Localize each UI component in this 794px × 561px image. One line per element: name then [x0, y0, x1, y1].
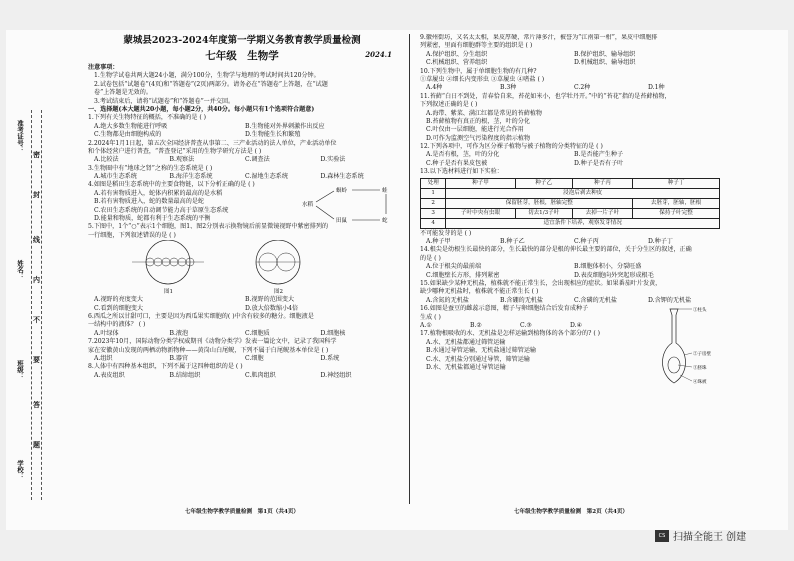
option: C.看到的细胞变大: [94, 304, 144, 312]
seal-char: 答: [33, 400, 40, 409]
q14-options: [420, 263, 722, 271]
table-row: [421, 218, 720, 228]
table-cell: 保持子叶完整: [633, 208, 720, 218]
section-heading: 一、选择题(本大题共20小题，每小题2分，共40分。每小题只有1个选项符合题意): [88, 105, 315, 113]
option: C.肌肉组织: [245, 371, 276, 379]
option: D.实验法: [320, 156, 346, 164]
option: D.表皮细胞向外突起形成根毛: [574, 271, 654, 279]
table-cell: 切去1/3子叶: [515, 208, 572, 218]
food-web-node: 水稻: [302, 201, 314, 208]
option: D.神经组织: [320, 371, 352, 379]
seal-char: 内: [33, 275, 40, 284]
option: D.放大倍数缩小4倍: [245, 304, 299, 312]
option: B.种子乙: [500, 238, 525, 246]
page-divider: [409, 34, 410, 504]
option: B.器官: [169, 354, 189, 362]
seal-char: 不: [33, 315, 40, 324]
table-cell: 保留胚芽，胚根，胚轴完整: [446, 198, 633, 208]
table-cell: 去掉一片子叶: [572, 208, 632, 218]
seal-line: [41, 110, 42, 500]
option: B.是否能产生种子: [574, 151, 624, 159]
q11-stem: 11.苔藓“白日不到处，青春恰自来，苔花如米小，也学牡丹开。”中的“苔花”指的是苔藓植物，: [420, 92, 671, 100]
q15-stem: 15.如果缺少某种无机盐，植株就不能正常生长，会出现相应的症状。如果番茄叶片发黄，: [420, 279, 662, 287]
option: C.机械组织、营养组织: [426, 59, 488, 67]
q14-stem: 14.根尖是幼根生长最快的部分，生长最快的部分是根的伸长最主要的部位，关于分生区的叙述，正确: [420, 246, 692, 254]
q3-stem: 3.生物圈中有“地球之肾”之称的生态系统是: [88, 164, 204, 172]
food-web-node: 田鼠: [336, 217, 348, 224]
q15-stem: 缺少哪种无机盐时，植株就不能正常生长: [420, 288, 530, 296]
table-cell: 子叶中央有虫眼: [446, 208, 515, 218]
option: A.种子甲: [426, 238, 451, 246]
table-row: [421, 188, 720, 198]
option: D.1种: [648, 84, 665, 92]
binding-margin: [14, 110, 44, 500]
experiment-table: [420, 178, 720, 229]
food-web-node: 蛇: [382, 217, 388, 224]
answer-paren[interactable]: ( ): [235, 363, 243, 371]
q13-stem: 13.以下选材料进行如下实验：: [420, 168, 503, 176]
answer-paren[interactable]: ( ): [525, 42, 533, 50]
option: C.含磷的无机盐: [574, 296, 617, 304]
option: A.表皮组织: [94, 371, 125, 379]
option: A.绝大多数生物能进行呼吸: [94, 122, 168, 130]
q1-options: [88, 131, 396, 139]
option: C.水、无机盐分别通过导管，筛管运输: [426, 355, 530, 363]
grade-row: [88, 48, 396, 64]
exam-number-field-label: 准考证号：: [16, 120, 24, 153]
figure-caption: 图1: [164, 289, 173, 296]
option: B.含硼的无机盐: [500, 296, 543, 304]
q5-figures: [88, 240, 396, 296]
option: C.细胞: [245, 354, 264, 362]
subject: 生物学: [247, 50, 279, 62]
option: D.能量和物质，蛇都有利于生态系统的平衡: [94, 215, 211, 223]
table-cell: 1: [421, 188, 446, 198]
food-web-diagram: [302, 184, 394, 226]
class-field-label: 班级：: [16, 360, 24, 380]
option: B.苔藓植物有真正的根，茎，叶的分化: [426, 117, 530, 125]
seal-char: 密: [33, 150, 40, 159]
watermark-text: 扫描全能王 创建: [673, 532, 747, 543]
option: C.生物都是由细胞构成的: [94, 131, 162, 139]
option: D.可作为监测空气污染程度的指示植物: [426, 134, 531, 142]
page-1: [88, 34, 396, 516]
option: D.系统: [320, 354, 340, 362]
answer-paren[interactable]: ( ): [531, 288, 539, 296]
microscope-fields: [128, 240, 358, 288]
answer-paren[interactable]: ( ): [205, 164, 213, 172]
notice-item: 1.生物学试卷共两大题24小题，满分100分，生物学与地理的考试时间共120分钟。: [94, 72, 320, 80]
exam-date: 2024.1: [365, 50, 392, 59]
table-cell: 适宜条件下培养，观察发芽情况: [446, 218, 720, 228]
diagram-label: ②子房壁: [693, 352, 711, 358]
q11-stem: 下列叙述正确的是: [420, 101, 469, 109]
option: C.2种: [574, 84, 591, 92]
grade: 七年级: [205, 50, 237, 62]
q16-stem: 生成: [420, 313, 433, 321]
q14-stem: 的是: [420, 254, 433, 262]
option: C.叶仅由一层细胞，能进行光合作用: [426, 126, 524, 134]
answer-paren[interactable]: ( ): [169, 231, 176, 239]
table-cell: 4: [421, 218, 446, 228]
option: B.结缔组织: [169, 371, 201, 379]
q2-stem: 2.2024年1月1日起，第五次全国经济普查从事第二、三产业活动的法人单位，产业活动单位: [88, 139, 337, 147]
option: A.比较法: [94, 156, 119, 164]
option: A.保护组织、分生组织: [426, 50, 488, 58]
answer-paren[interactable]: ( ): [199, 114, 207, 122]
q7-stem: 家在安徽黄山发现的两栖动物新物种——黄岗山白尾鲵，下列不属于白尾鲵基本单位是: [88, 346, 320, 354]
table-row: [421, 198, 720, 208]
q12-options: [420, 151, 722, 159]
option: C.调查法: [245, 156, 270, 164]
option: D.森林生态系统: [320, 173, 364, 181]
option: A.4种: [426, 84, 443, 92]
option: B.若有害物质进入，蛇的数量最高的是蛇: [94, 198, 205, 206]
answer-paren[interactable]: ( ): [248, 181, 255, 189]
table-cell: 去胚芽，胚轴，胚根: [633, 198, 720, 208]
option: C.③: [520, 321, 532, 329]
food-web-arrow: [316, 191, 334, 202]
q10-stem: 10.下列生物中，属于单细胞生物的有几种?: [420, 67, 537, 75]
option: D.④: [570, 321, 583, 329]
q12-stem: 12.下列各项中，可作为区分裸子植物与被子植物的分类特征的是: [420, 143, 595, 151]
figure-caption: 图2: [274, 289, 283, 296]
q6-stem: 6.西瓜之所以甘甜可口，主要是因为西瓜果实细胞的( )中含有较多的糖分。细胞液是: [88, 312, 314, 320]
option: D.水、无机盐都通过导管运输: [426, 363, 506, 371]
option: D.生物能生长和繁殖: [245, 131, 301, 139]
option: A.城市生态系统: [94, 173, 137, 181]
pistil-outline: [663, 309, 686, 383]
option: D.含钾的无机盐: [648, 296, 692, 304]
option: A.位于根尖的最前端: [426, 263, 482, 271]
table-header: 种子甲: [446, 178, 515, 188]
q5-options: [88, 305, 396, 313]
option: A.组织: [94, 354, 113, 362]
option: D.种子丁: [648, 238, 673, 246]
q8-stem: 8.人体中有四种基本组织，下列不属于这四种组织的是: [88, 363, 234, 371]
notice-item: 卷”上答题是无效的。: [94, 89, 152, 97]
option: A.①: [420, 321, 432, 329]
food-web-node: 螟蛉: [336, 187, 348, 194]
q2-options: [88, 156, 396, 164]
table-cell: 3: [421, 208, 446, 218]
name-field-label: 姓名：: [16, 260, 24, 280]
table-header: 种子丁: [633, 178, 720, 188]
option: D.机械组织、输导组织: [574, 59, 636, 67]
table-header: 种子丙: [572, 178, 632, 188]
page-2: [420, 34, 722, 516]
option: B.②: [470, 321, 482, 329]
answer-paren[interactable]: ( ): [254, 147, 262, 155]
option: A.含氮的无机盐: [426, 296, 469, 304]
diagram-label: ④珠被: [693, 380, 707, 386]
q6-options: [88, 330, 396, 338]
q2-stem: 和个体经营户进行普查，“普查登记”采用的生物学研究方法是: [88, 147, 253, 155]
q8-options: [88, 372, 396, 380]
seal-char: 封: [33, 190, 40, 199]
page-footer: 七年级生物学教学质量检测 第2页（共4页）: [513, 508, 629, 515]
q7-stem: 7.2023年10月，国际动物分类学权威期刊《动物分类学》发表一篇论文中，记录了我国科学: [88, 338, 337, 346]
scanner-watermark: [655, 528, 746, 543]
option: B.水通过导管运输，无机盐通过筛管运输: [426, 347, 537, 355]
q5-options: [88, 296, 396, 304]
option: A.视野的亮度变大: [94, 296, 143, 304]
exam-title: 蒙城县2023-2024年度第一学期义务教育教学质量检测: [123, 35, 361, 46]
answer-paren[interactable]: ( ): [434, 313, 441, 321]
q12-options: [420, 160, 722, 168]
q1-options: [88, 123, 396, 131]
seal-char: 线: [33, 235, 40, 244]
notice-item: 3.考试结束后，请将“试题卷”和“答题卷”一并交回。: [94, 97, 235, 105]
food-web-node: 蛙: [382, 187, 388, 194]
food-web-arrow: [316, 206, 334, 219]
q5-stem: 5.下图中，1个“○”表示1个细胞，图1、图2分别表示换物镜后前显微镜视野中紫密排列的: [88, 223, 329, 231]
q14-options: [420, 272, 722, 280]
answer-paren[interactable]: ( ): [537, 75, 545, 83]
q13-question: 不可能发芽的是: [420, 229, 463, 237]
option: D.细胞核: [320, 329, 346, 337]
q17-stem: 17.植物根吸收的水、无机盐是怎样运输到植物体的各个部分的?: [420, 330, 592, 338]
table-header: 处理: [421, 178, 446, 188]
option: C.湿地生态系统: [245, 173, 288, 181]
option: C.种子是否有果皮包被: [426, 159, 488, 167]
q4-stem: 4.如图是稻田生态系统中的主要食物链，以下分析正确的是: [88, 181, 247, 189]
diagram-label: ①柱头: [693, 308, 707, 314]
answer-paren[interactable]: ( ): [138, 321, 146, 329]
scanner-logo-icon: CS: [655, 530, 669, 542]
q9-options: [420, 51, 722, 59]
option: D.种子是否有子叶: [574, 159, 624, 167]
q5-stem: 一行细胞，下列叙述错误的是: [88, 231, 168, 239]
answer-paren[interactable]: ( ): [434, 254, 441, 262]
option: C.细胞壁长方形，排列紧密: [426, 271, 500, 279]
q16-options: [420, 322, 620, 330]
pistil-diagram: [648, 303, 720, 399]
option: B.保护组织、输导组织: [574, 50, 636, 58]
option: B.海洋生态系统: [169, 173, 213, 181]
table-cell: 浸泡后剥去种皮: [446, 188, 720, 198]
seal-char: 要: [33, 355, 40, 364]
notice-heading: 注意事项：: [88, 64, 119, 71]
table-cell: 2: [421, 198, 446, 208]
q9-stem: 列紧密，里面有细胞群等主要的组织是: [420, 42, 524, 50]
q9-options: [420, 59, 722, 67]
option: B.液泡: [169, 329, 189, 337]
option: C.种子丙: [574, 238, 599, 246]
option: B.视野的范围变大: [245, 296, 295, 304]
option: B.生物能对外界刺激作出反应: [245, 122, 325, 130]
option: A.水、无机盐都通过筛管运输: [426, 338, 506, 346]
answer-paren[interactable]: ( ): [464, 229, 472, 237]
notice-item: 2.试卷包括“试题卷”(4页)和“答题卷”(2页)两部分。请务必在“答题卷”上答题，在“试题: [94, 80, 328, 88]
q10-stem: ①草履虫 ②细长内变形虫 ③草履虫 ④嗜盐: [420, 75, 536, 83]
q16-stem: 16.如图是蚕豆的雌蕊示意图，精子与卵细胞结合后发育成种子: [420, 305, 589, 313]
answer-paren[interactable]: ( ): [593, 330, 601, 338]
option: C.细胞质: [245, 329, 270, 337]
option: B.3种: [500, 84, 517, 92]
page-footer: 七年级生物学教学质量检测 第1页（共4页）: [184, 508, 300, 515]
table-header-row: [421, 178, 720, 188]
q1-stem: 1.下列有关生物特征的概括，不准确的是: [88, 114, 198, 122]
option: A.若有害物质进入，蛇体内积累的最高的是水稻: [94, 189, 223, 197]
diagram-label: ③胚珠: [693, 366, 707, 372]
answer-paren[interactable]: ( ): [596, 143, 603, 151]
q4-block: [88, 187, 396, 224]
q10-options: [420, 84, 722, 92]
option: C.农田生态系统的自动调节能力高于草原生态系统: [94, 206, 229, 214]
option: A.海带、紫菜、满江红都是常见的苔藓植物: [426, 109, 543, 117]
grade-subject: [88, 48, 396, 64]
option: B.细胞体积小，分裂旺盛: [574, 263, 642, 271]
option: A.叶绿体: [94, 329, 119, 337]
question-stem: [88, 114, 396, 122]
answer-paren[interactable]: ( ): [470, 101, 478, 109]
option: B.观察法: [169, 156, 195, 164]
seal-line: [31, 110, 32, 500]
option: A.是否有根，茎，叶的分化: [426, 151, 500, 159]
q6-stem: 一结构中的液体？: [88, 321, 137, 329]
q9-stem: 9.徽州街坊，又名太太相，果皮厚硬，常片薄多汁，被誉为“江南第一柑”，果皮中细胞排: [420, 34, 658, 41]
seal-char: 题: [33, 440, 40, 449]
answer-paren[interactable]: ( ): [321, 346, 329, 354]
school-field-label: 学校：: [16, 460, 24, 480]
table-header: 种子乙: [515, 178, 572, 188]
table-row: [421, 208, 720, 218]
